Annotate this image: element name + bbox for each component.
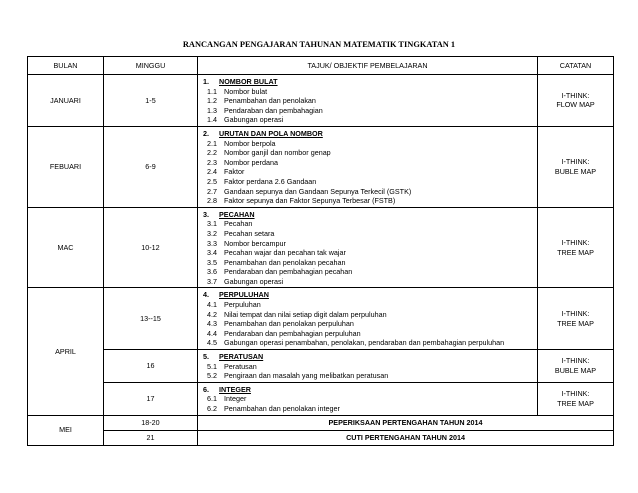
subtopic-item [201, 310, 534, 320]
subtopic-item [201, 219, 534, 229]
subtopic-number: 3.3 [207, 238, 217, 248]
subtopic-item [201, 139, 534, 149]
topic-cell [198, 288, 538, 350]
subtopic-text: Nombor berpola [224, 138, 276, 148]
subtopic-item [201, 87, 534, 97]
subtopic-item [201, 239, 534, 249]
subtopic-number: 1.2 [207, 96, 217, 106]
subtopic-number: 3.5 [207, 257, 217, 267]
topic-number: 6. [203, 384, 209, 394]
bulan-cell: JANUARI [28, 75, 104, 127]
table-row [28, 415, 614, 430]
lesson-plan-table [27, 56, 614, 446]
subtopic-text: Nombor ganjil dan nombor genap [224, 148, 331, 158]
subtopic-text: Penambahan dan penolakan perpuluhan [224, 319, 354, 329]
topic-heading [201, 352, 534, 362]
topic-name: PERATUSAN [219, 352, 264, 362]
subtopic-number: 2.8 [207, 196, 217, 206]
subtopic-item [201, 404, 534, 414]
subtopic-item [201, 229, 534, 239]
catatan-line-2: BUBLE MAP [554, 166, 597, 176]
subtopic-number: 2.5 [207, 176, 217, 186]
subtopic-item [201, 196, 534, 206]
subtopic-number: 5.1 [207, 361, 217, 371]
catatan-cell [538, 350, 614, 383]
subtopic-item [201, 338, 534, 348]
subtopic-text: Pendaraban dan pembahagian pecahan [224, 267, 353, 277]
subtopic-number: 3.2 [207, 228, 217, 238]
topic-cell [198, 350, 538, 383]
catatan-line-1: I-THINK: [561, 90, 590, 100]
subtopic-number: 4.2 [207, 309, 217, 319]
subtopic-text: Faktor [224, 167, 245, 177]
catatan-line-1: I-THINK: [561, 157, 590, 167]
subtopic-item [201, 148, 534, 158]
minggu-cell: 1-5 [104, 75, 198, 127]
subtopic-text: Gabungan operasi [224, 276, 284, 286]
subtopic-text: Integer [224, 394, 247, 404]
table-row [28, 75, 614, 127]
subtopic-text: Nilai tempat dan nilai setiap digit dalam perpuluhan [224, 309, 387, 319]
subtopic-number: 4.3 [207, 319, 217, 329]
subtopic-number: 3.7 [207, 276, 217, 286]
subtopic-item [201, 267, 534, 277]
header-row [28, 57, 614, 75]
bulan-cell: MEI [28, 415, 104, 445]
topic-number: 2. [203, 128, 209, 138]
subtopic-text: Perpuluhan [224, 300, 261, 310]
subtopic-item [201, 329, 534, 339]
catatan-cell [538, 207, 614, 288]
topic-heading [201, 385, 534, 395]
table-row [28, 382, 614, 415]
catatan-line-1: I-THINK: [561, 389, 590, 399]
subtopic-text: Penambahan dan penolakan [224, 96, 316, 106]
topic-cell [198, 126, 538, 207]
exam-banner: PEPERIKSAAN PERTENGAHAN TAHUN 2014 [198, 415, 614, 430]
subtopic-text: Gabungan operasi penambahan, penolakan, pendaraban dan pembahagian perpuluhan [224, 338, 505, 348]
table-row [28, 288, 614, 350]
subtopic-item [201, 167, 534, 177]
catatan-line-1: I-THINK: [561, 309, 590, 319]
subtopic-number: 2.7 [207, 186, 217, 196]
subtopic-number: 3.4 [207, 248, 217, 258]
subtopic-number: 2.3 [207, 157, 217, 167]
subtopic-text: Pendaraban dan pembahagian [224, 105, 323, 115]
holiday-banner: CUTI PERTENGAHAN TAHUN 2014 [198, 430, 614, 445]
table-row [28, 430, 614, 445]
subtopic-text: Peratusan [224, 361, 257, 371]
subtopic-text: Gabungan operasi [224, 115, 284, 125]
topic-name: URUTAN DAN POLA NOMBOR [219, 128, 323, 138]
catatan-line-2: FLOW MAP [556, 100, 595, 110]
topic-number: 3. [203, 209, 209, 219]
subtopic-text: Faktor sepunya dan Faktor Sepunya Terbesar (FSTB) [224, 196, 396, 206]
subtopic-item [201, 394, 534, 404]
subtopic-item [201, 106, 534, 116]
subtopic-text: Penambahan dan penolakan integer [224, 404, 340, 413]
subtopic-item [201, 115, 534, 125]
topic-name: NOMBOR BULAT [219, 77, 278, 86]
bulan-cell: FEBUARI [28, 126, 104, 207]
catatan-line-2: TREE MAP [557, 318, 594, 328]
topic-cell [198, 382, 538, 415]
subtopic-text: Gandaan sepunya dan Gandaan Sepunya Terkecil (GSTK) [224, 186, 412, 196]
subtopic-text: Pengiraan dan masalah yang melibatkan peratusan [224, 371, 389, 381]
subtopic-item [201, 158, 534, 168]
minggu-cell: 18-20 [104, 415, 198, 430]
table-row [28, 207, 614, 288]
subtopic-number: 2.2 [207, 148, 217, 158]
topic-number: 5. [203, 352, 209, 362]
subtopic-item [201, 277, 534, 287]
minggu-cell: 13--15 [104, 288, 198, 350]
topic-cell [198, 75, 538, 127]
topic-heading [201, 210, 534, 220]
subtopic-number: 4.1 [207, 300, 217, 310]
subtopic-number: 3.1 [207, 219, 217, 229]
catatan-line-2: BUBLE MAP [554, 365, 597, 375]
subtopic-number: 4.4 [207, 328, 217, 338]
catatan-line-2: TREE MAP [557, 247, 594, 257]
subtopic-number: 3.6 [207, 267, 217, 277]
minggu-cell: 10-12 [104, 207, 198, 288]
subtopic-item [201, 96, 534, 106]
subtopic-number: 2.4 [207, 167, 217, 177]
subtopic-text: Nombor bulat [224, 86, 268, 96]
topic-heading [201, 77, 534, 87]
catatan-line-2: TREE MAP [557, 398, 594, 408]
catatan-line-1: I-THINK: [561, 356, 590, 366]
table-row [28, 126, 614, 207]
header-tajuk: TAJUK/ OBJEKTIF PEMBELAJARAN [198, 57, 538, 75]
document-title: RANCANGAN PENGAJARAN TAHUNAN MATEMATIK TINGKATAN 1 [182, 40, 456, 49]
catatan-cell [538, 126, 614, 207]
subtopic-number: 4.5 [207, 338, 217, 348]
subtopic-text: Pecahan wajar dan pecahan tak wajar [224, 248, 346, 258]
header-bulan: BULAN [28, 57, 104, 75]
subtopic-item [201, 319, 534, 329]
catatan-cell [538, 75, 614, 127]
catatan-cell [538, 382, 614, 415]
minggu-cell: 6-9 [104, 126, 198, 207]
subtopic-item [201, 248, 534, 258]
subtopic-item [201, 187, 534, 197]
subtopic-item [201, 177, 534, 187]
topic-heading [201, 290, 534, 300]
subtopic-text: Nombor bercampur [224, 238, 286, 248]
minggu-cell: 16 [104, 350, 198, 383]
subtopic-text: Pendaraban dan pembahagian perpuluhan [224, 328, 361, 338]
topic-cell [198, 207, 538, 288]
catatan-line-1: I-THINK: [561, 238, 590, 247]
subtopic-number: 6.2 [207, 404, 217, 413]
subtopic-text: Faktor perdana 2.6 Gandaan [224, 176, 317, 186]
minggu-cell: 17 [104, 382, 198, 415]
header-catatan: CATATAN [538, 57, 614, 75]
minggu-cell: 21 [104, 430, 198, 445]
subtopic-item [201, 362, 534, 372]
subtopic-number: 6.1 [207, 394, 217, 404]
subtopic-number: 1.1 [207, 86, 217, 96]
catatan-cell [538, 288, 614, 350]
subtopic-item [201, 258, 534, 268]
topic-heading [201, 129, 534, 139]
subtopic-item [201, 371, 534, 381]
subtopic-text: Penambahan dan penolakan pecahan [224, 257, 346, 267]
subtopic-number: 2.1 [207, 138, 217, 148]
topic-number: 1. [203, 77, 209, 86]
header-minggu: MINGGU [104, 57, 198, 75]
topic-name: PECAHAN [219, 209, 255, 219]
subtopic-number: 1.4 [207, 115, 217, 125]
topic-name: PERPULUHAN [219, 290, 269, 300]
subtopic-item [201, 300, 534, 310]
subtopic-number: 1.3 [207, 105, 217, 115]
table-row [28, 350, 614, 383]
bulan-cell: APRIL [28, 288, 104, 415]
subtopic-text: Nombor perdana [224, 157, 278, 167]
subtopic-text: Pecahan setara [224, 228, 275, 238]
topic-name: INTEGER [219, 384, 251, 394]
subtopic-number: 5.2 [207, 371, 217, 381]
subtopic-text: Pecahan [224, 219, 253, 229]
bulan-cell: MAC [28, 207, 104, 288]
topic-number: 4. [203, 290, 209, 300]
